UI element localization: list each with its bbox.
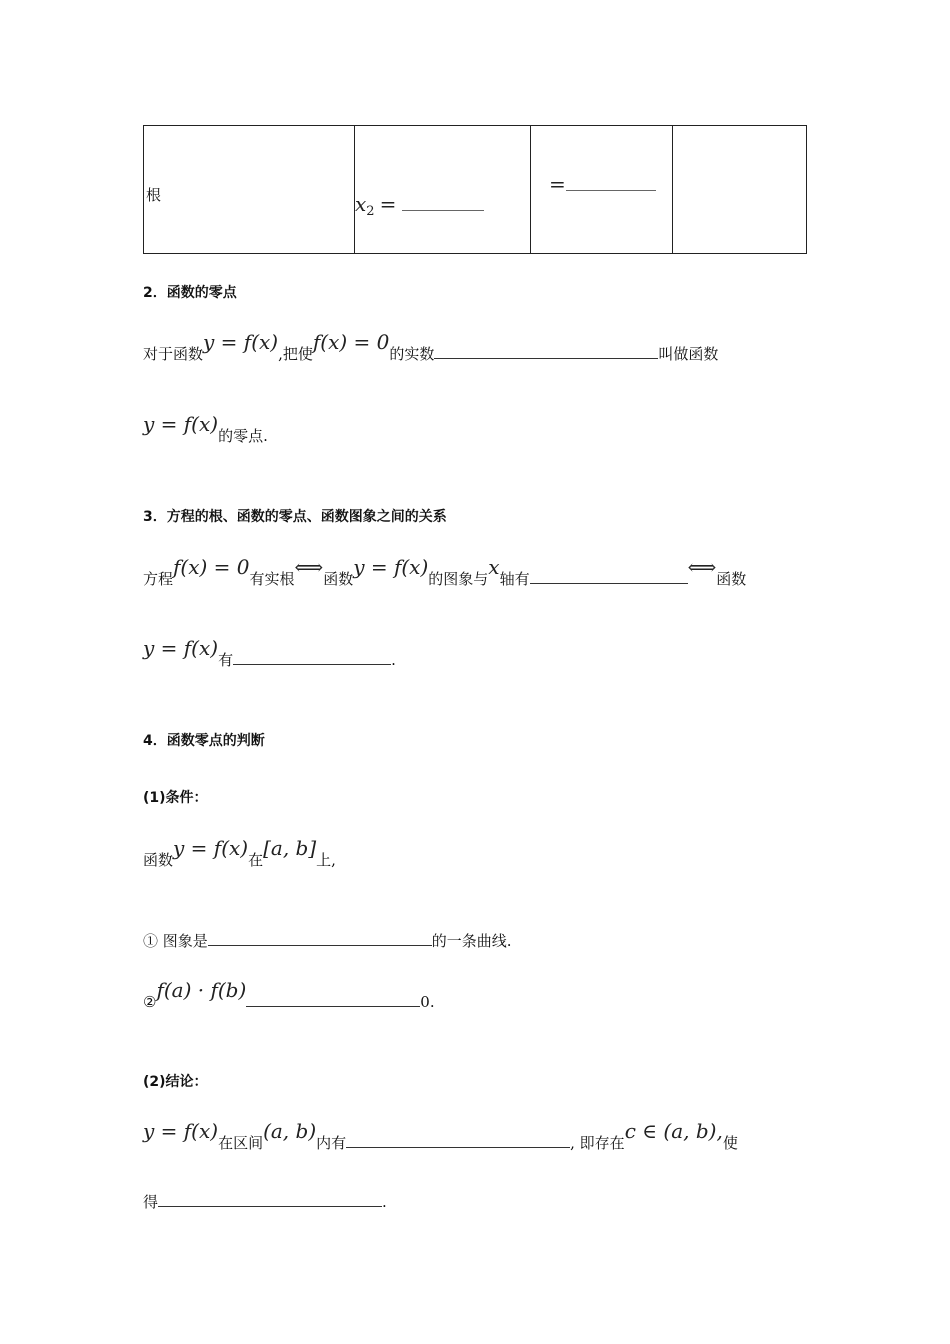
iff-icon: ⟺: [294, 555, 324, 579]
paragraph: [143, 636, 396, 670]
row-label: 根: [146, 186, 162, 204]
math-expression: (a, b): [263, 1119, 317, 1143]
paragraph: [143, 836, 336, 870]
text: 0.: [420, 993, 435, 1011]
section-heading: 3．方程的根、函数的零点、函数图象之间的关系: [143, 509, 447, 525]
x2-expression: [355, 192, 484, 219]
paragraph: [143, 330, 719, 364]
text: 对于函数: [143, 345, 204, 363]
section-heading: 4．函数零点的判断: [143, 733, 265, 749]
table-cell-eq: [531, 126, 673, 254]
text: 的图象与: [428, 570, 489, 588]
text: .: [382, 1193, 387, 1211]
text: 内有: [316, 1134, 347, 1152]
math-expression: y = f(x): [353, 555, 429, 579]
paragraph: [143, 555, 747, 589]
text: 上,: [316, 851, 336, 869]
math-expression: y = f(x): [143, 636, 219, 660]
text: 叫做函数: [658, 345, 719, 363]
math-expression: [a, b]: [263, 836, 317, 860]
answer-blank[interactable]: [158, 1188, 382, 1207]
math-expression: f(x) = 0: [173, 555, 250, 579]
roots-table: [143, 125, 807, 254]
math-expression: y = f(x): [143, 412, 219, 436]
text: 有实根: [249, 570, 295, 588]
text: 轴有: [499, 570, 530, 588]
answer-blank[interactable]: [246, 988, 420, 1007]
text: 的零点.: [218, 427, 268, 445]
math-expression: y = f(x): [173, 836, 249, 860]
text: 在: [248, 851, 264, 869]
math-expression: f(x) = 0: [312, 330, 390, 354]
math-expression: y = f(x): [143, 1119, 219, 1143]
answer-blank[interactable]: [434, 340, 658, 359]
paragraph: [143, 412, 268, 446]
equals-sign: =: [379, 192, 397, 216]
math-expression: f(a) · f(b): [156, 978, 247, 1002]
eq-expression: [549, 172, 656, 196]
text: 的一条曲线.: [431, 932, 512, 950]
equals-sign: =: [549, 172, 566, 196]
table-cell-empty: [673, 126, 807, 254]
text: 在区间: [218, 1134, 264, 1152]
table-row: [144, 126, 807, 254]
text: 使: [722, 1134, 738, 1152]
text: .: [391, 651, 396, 669]
text: ,把使: [278, 345, 313, 363]
math-variable: x: [488, 555, 500, 579]
math-expression: c ∈ (a, b),: [624, 1119, 723, 1143]
table-cell-x2: [355, 126, 531, 254]
iff-icon: ⟺: [687, 555, 717, 579]
text: 得: [143, 1193, 159, 1211]
text: 函数: [323, 570, 354, 588]
text: 函数: [716, 570, 747, 588]
answer-blank[interactable]: [208, 927, 432, 946]
text: 函数: [143, 851, 174, 869]
section-heading: 2．函数的零点: [143, 285, 237, 301]
sub-heading: (2)结论：: [143, 1074, 208, 1090]
paragraph: [143, 978, 435, 1012]
text: ① 图象是: [143, 932, 208, 950]
answer-blank[interactable]: [566, 176, 656, 191]
text: 的实数: [389, 345, 435, 363]
text: 有: [218, 651, 234, 669]
text: 方程: [143, 570, 174, 588]
table-cell-label: [144, 126, 355, 254]
sub-heading: (1)条件：: [143, 790, 208, 806]
answer-blank[interactable]: [402, 196, 484, 211]
answer-blank[interactable]: [530, 565, 688, 584]
answer-blank[interactable]: [346, 1129, 570, 1148]
x2-variable: x: [355, 192, 367, 216]
math-expression: y = f(x): [203, 330, 279, 354]
x2-subscript: 2: [366, 204, 375, 219]
text: ②: [143, 993, 157, 1011]
paragraph: [143, 1119, 738, 1153]
paragraph: [143, 927, 512, 951]
paragraph: [143, 1188, 387, 1212]
answer-blank[interactable]: [233, 646, 391, 665]
text: , 即存在: [570, 1134, 625, 1152]
